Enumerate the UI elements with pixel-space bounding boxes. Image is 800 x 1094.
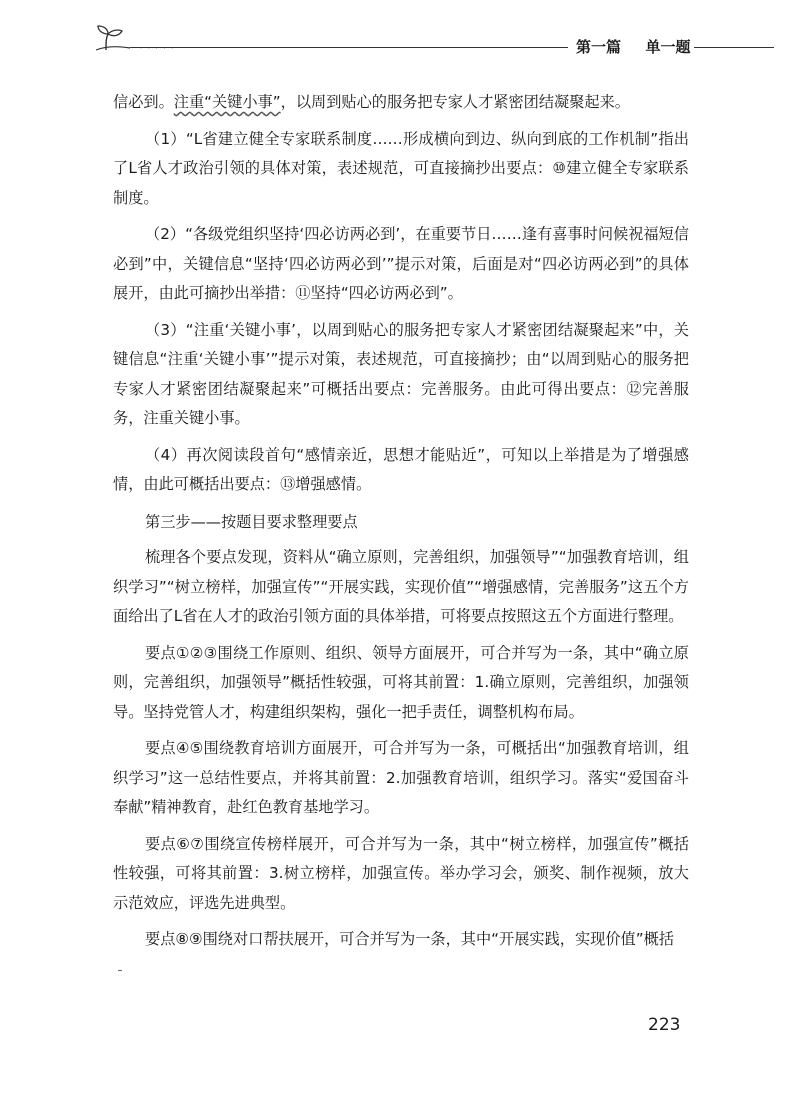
p0-underlined: 注重“关键小事” <box>173 93 281 111</box>
paragraph-6: 要点①②③围绕工作原则、组织、领导方面展开，可合并写为一条，其中“确立原则，完善组织，加强领导”概括性较强，可将其前置：1.确立原则，完善组织，加强领导。坚持党管人才，构建组织架构，强化一把手责任，调整机构布局。 <box>113 643 689 721</box>
p0-rest: ，以周到贴心的服务把专家人才紧密团结凝聚起来。 <box>280 93 630 111</box>
paragraph-7: 要点④⑤围绕教育培训方面展开，可合并写为一条，可概括出“加强教育培训，组织学习”这一总结性要点，并将其前置：2.加强教育培训，组织学习。落实“爱国奋斗奉献”精神教育，赴红色教育基地学习。 <box>113 739 689 816</box>
body-text <box>113 88 689 962</box>
paragraph-5: 梳理各个要点发现，资料从“确立原则，完善组织，加强领导”“加强教育培训，组织学习”“树立榜样，加强宣传”“开展实践，实现价值”“增强感情，完善服务”这五个方面给出了L省在人才的政治引领方面的具体举措，可将要点按照这五个方面进行整理。 <box>113 548 689 625</box>
paragraph-9: 要点⑧⑨围绕对口帮扶展开，可合并写为一条，其中“开展实践，实现价值”概括 <box>145 930 674 948</box>
paragraph-2: （2）“各级党组织坚持‘四必访两必到’，在重要节日……逢有喜事时问候祝福短信必到”中，关键信息“坚持‘四必访两必到’”提示对策，后面是对“四必访两必到”的具体展开，由此可摘抄出举措：⑪坚持“四必访两必到”。 <box>113 225 689 302</box>
header-title <box>576 36 691 57</box>
paragraph-8: 要点⑥⑦围绕宣传榜样展开，可合并写为一条，其中“树立榜样，加强宣传”概括性较强，可将其前置：3.树立榜样，加强宣传。举办学习会，颁奖、制作视频，放大示范效应，评选先进典型。 <box>113 834 689 912</box>
header-dots: · · · · · <box>140 46 176 53</box>
header-topic: 单一题 <box>645 38 691 56</box>
header-section: 第一篇 <box>576 38 622 56</box>
header-rule-left <box>130 47 568 48</box>
sprout-icon <box>92 24 132 52</box>
paragraph-3: （3）“注重‘关键小事’，以周到贴心的服务把专家人才紧密团结凝聚起来”中，关键信息“注重‘关键小事’”提示对策，表述规范，可直接摘抄；由“以周到贴心的服务把专家人才紧密团结凝聚起来”可概括出要点：完善服务。由此可得出要点：⑫完善服务，注重关键小事。 <box>113 320 689 427</box>
page-number: 223 <box>648 1015 681 1035</box>
paragraph-0 <box>113 88 689 118</box>
running-header <box>0 0 800 70</box>
paragraph-1: （1）“L省建立健全专家联系制度……形成横向到边、纵向到底的工作机制”指出了L省人才政治引领的具体对策，表述规范，可直接摘抄出要点：⑩建立健全专家联系制度。 <box>113 129 689 207</box>
header-rule-right <box>694 47 774 48</box>
paragraph-4: （4）再次阅读段首句“感情亲近，思想才能贴近”，可知以上举措是为了增强感情，由此可概括出要点：⑬增强感情。 <box>113 445 689 493</box>
scan-mark <box>118 970 122 971</box>
step3-heading: 第三步——按题目要求整理要点 <box>145 512 358 531</box>
p0-prefix: 信必到。 <box>113 93 174 111</box>
